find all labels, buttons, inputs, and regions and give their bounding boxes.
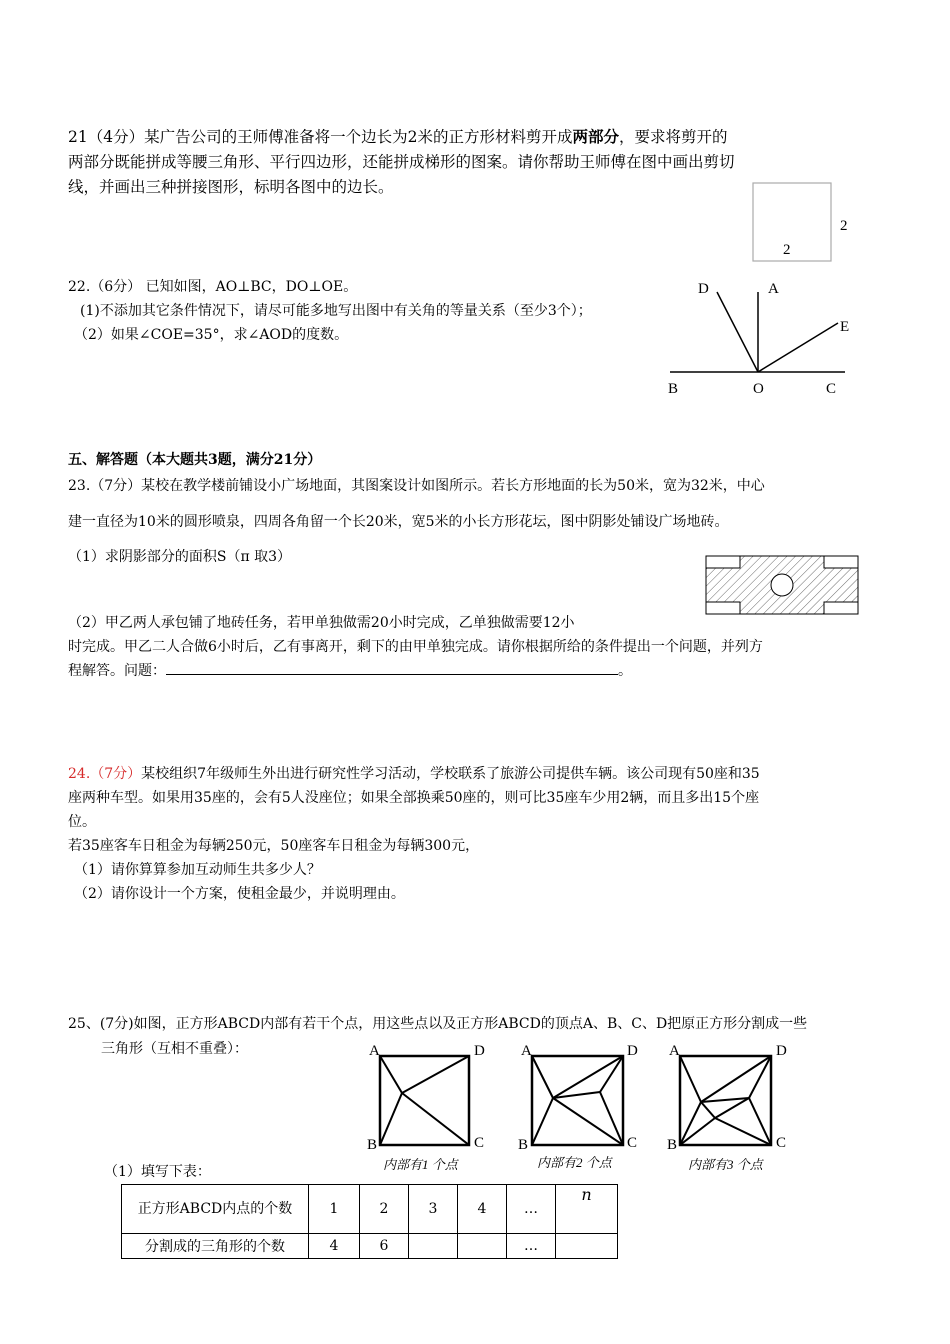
q25-sq1-label-a: A xyxy=(369,1043,380,1059)
q25-line1: 25、(7分)如图，正方形ABCD内部有若干个点，用这些点以及正方形ABCD的顶点A、B、C、D把原正方形分割成一些 xyxy=(68,1016,808,1032)
q23-sub2-line3: 程解答。问题： xyxy=(68,663,166,679)
q25-caption-2: 内部有2 个点 xyxy=(537,1155,612,1170)
q25-table-cell: … xyxy=(507,1234,556,1259)
q23-sub1: （1）求阴影部分的面积S（π 取3） xyxy=(68,549,292,565)
q21-side-right-label: 2 xyxy=(840,218,848,234)
q25-sq3-line xyxy=(701,1102,715,1118)
q25-table-cell: 6 xyxy=(360,1234,409,1259)
q25-sq1-label-c: C xyxy=(474,1135,485,1151)
q24-text xyxy=(68,762,883,906)
q23-line1: 23.（7分）某校在教学楼前铺设小广场地面，其图案设计如图所示。若长方形地面的长为50米，宽为32米，中心 xyxy=(68,478,765,494)
q22-ray-od xyxy=(717,292,758,372)
q25-sq1-line xyxy=(380,1056,402,1093)
q25-table-header-triangles: 分割成的三角形的个数 xyxy=(122,1234,309,1259)
q25-table-cell: n xyxy=(556,1185,618,1234)
q22-label-e: E xyxy=(840,319,850,335)
q22-label-d: D xyxy=(698,281,709,297)
q24-line1: 某校组织7年级师生外出进行研究性学习活动，学校联系了旅游公司提供车辆。该公司现有50座和35 xyxy=(141,766,760,782)
q25-table-cell: 1 xyxy=(309,1185,360,1234)
q25-sq2-line xyxy=(600,1056,623,1092)
q21-bold: 两部分 xyxy=(572,127,619,146)
q25-table-cell: 4 xyxy=(309,1234,360,1259)
q25-sq3-line xyxy=(680,1118,715,1145)
q22-label-b: B xyxy=(668,381,679,397)
q24-line3: 位。 xyxy=(68,814,96,830)
q21-tail: ，要求将剪开的 xyxy=(618,128,728,146)
q25-sq2-label-c: C xyxy=(627,1135,638,1151)
q25-table-answer-cell[interactable] xyxy=(458,1234,507,1259)
q25-line2: 三角形（互相不重叠）： xyxy=(101,1041,248,1057)
q25-caption-1: 内部有1 个点 xyxy=(383,1157,458,1172)
q25-table-row-triangles xyxy=(122,1234,618,1259)
q22-title: 22.（6分） 已知如图，AO⊥BC，DO⊥OE。 xyxy=(68,279,358,295)
q21-line3: 线，并画出三种拼接图形，标明各图中的边长。 xyxy=(68,178,394,196)
q25-table-cell: 3 xyxy=(409,1185,458,1234)
q23-fountain xyxy=(771,574,793,596)
q25-square-2 xyxy=(527,1052,629,1150)
q25-caption-3: 内部有3 个点 xyxy=(688,1157,763,1172)
q25-sq2-label-b: B xyxy=(518,1137,529,1153)
q21-square xyxy=(753,183,831,261)
q25-sq3-line xyxy=(680,1056,701,1102)
q25-sq3-label-d: D xyxy=(776,1043,787,1059)
q23-plaza-figure xyxy=(704,554,860,618)
q25-table-cell: 4 xyxy=(458,1185,507,1234)
q25-table xyxy=(121,1184,618,1259)
q25-table-answer-cell[interactable] xyxy=(556,1234,618,1259)
q22-label-o: O xyxy=(753,381,764,397)
q25-sq1-line xyxy=(380,1093,402,1145)
q24-number: 24.（7分） xyxy=(68,766,142,782)
q21-line2: 两部分既能拼成等腰三角形、平行四边形，还能拼成梯形的图案。请你帮助王师傅在图中画出剪切 xyxy=(68,153,735,171)
q22-label-c: C xyxy=(826,381,837,397)
q25-sq3-line xyxy=(701,1056,771,1102)
q23-sub2-line2: 时完成。甲乙二人合做6小时后，乙有事离开，剩下的由甲单独完成。请你根据所给的条件提出一个问题，并列方 xyxy=(68,639,763,655)
q25-sq2-line xyxy=(532,1098,553,1145)
q22-sub1: (1)不添加其它条件情况下，请尽可能多地写出图中有关角的等量关系（至少3个）； xyxy=(80,303,592,319)
q22-ray-oe xyxy=(758,323,838,372)
q25-sq2-line xyxy=(553,1056,623,1098)
q25-square-1 xyxy=(375,1052,475,1148)
q24-sub2: （2）请你设计一个方案，使租金最少，并说明理由。 xyxy=(74,886,405,902)
q24-line2: 座两种车型。如果用35座的，会有5人没座位；如果全部换乘50座的，则可比35座车少用2辆，而且多出15个座 xyxy=(68,790,760,806)
section5-title: 五、解答题（本大题共3题，满分21分） xyxy=(68,452,322,468)
q22-sub2: （2）如果∠COE=35°，求∠AOD的度数。 xyxy=(74,327,349,343)
q25-sq3-label-b: B xyxy=(667,1137,678,1153)
q23-answer-blank[interactable] xyxy=(166,660,618,675)
q23-line2: 建一直径为10米的圆形喷泉，四周各角留一个长20米，宽5米的小长方形花坛，图中阴影处铺设广场地砖。 xyxy=(68,514,729,530)
q25-square-3 xyxy=(675,1052,777,1150)
q25-sq1-line xyxy=(402,1093,469,1145)
q25-table-cell: … xyxy=(507,1185,556,1234)
q25-sq1-label-b: B xyxy=(367,1137,378,1153)
q25-sq3-line xyxy=(749,1098,771,1145)
q21-side-bottom-label: 2 xyxy=(783,242,791,258)
q25-table-header-points: 正方形ABCD内点的个数 xyxy=(122,1185,309,1234)
q23-sub2-end: 。 xyxy=(618,663,632,679)
q25-table-row-points xyxy=(122,1185,618,1234)
q25-sq1-border xyxy=(380,1056,469,1145)
q25-sq1-label-d: D xyxy=(474,1043,485,1059)
q25-sq2-label-d: D xyxy=(627,1043,638,1059)
q24-sub1: （1）请你算算参加互动师生共多少人？ xyxy=(74,862,321,878)
q23-sub2 xyxy=(68,611,883,683)
q25-sq1-line xyxy=(402,1056,469,1093)
q25-sq3-line xyxy=(680,1102,701,1145)
q25-table-answer-cell[interactable] xyxy=(409,1234,458,1259)
q21-line1: 21（4分）某广告公司的王师傅准备将一个边长为2米的正方形材料剪开成 xyxy=(68,128,573,146)
q23-flowerbed-tl xyxy=(706,556,740,568)
q25-sq3-line xyxy=(715,1118,771,1145)
q25-sub1: （1）填写下表： xyxy=(104,1164,211,1180)
q25-table-cell: 2 xyxy=(360,1185,409,1234)
q23-sub2-line1: （2）甲乙两人承包铺了地砖任务，若甲单独做需20小时完成，乙单独做需要12小 xyxy=(68,615,575,631)
q25-sq2-line xyxy=(532,1056,553,1098)
q25-sq3-label-c: C xyxy=(776,1135,787,1151)
q23-flowerbed-tr xyxy=(824,556,858,568)
q25-sq2-label-a: A xyxy=(521,1043,532,1059)
q22-label-a: A xyxy=(768,281,779,297)
q25-sq3-label-a: A xyxy=(669,1043,680,1059)
q25-sq2-border xyxy=(532,1056,623,1145)
q24-line4: 若35座客车日租金为每辆250元，50座客车日租金为每辆300元， xyxy=(68,838,480,854)
